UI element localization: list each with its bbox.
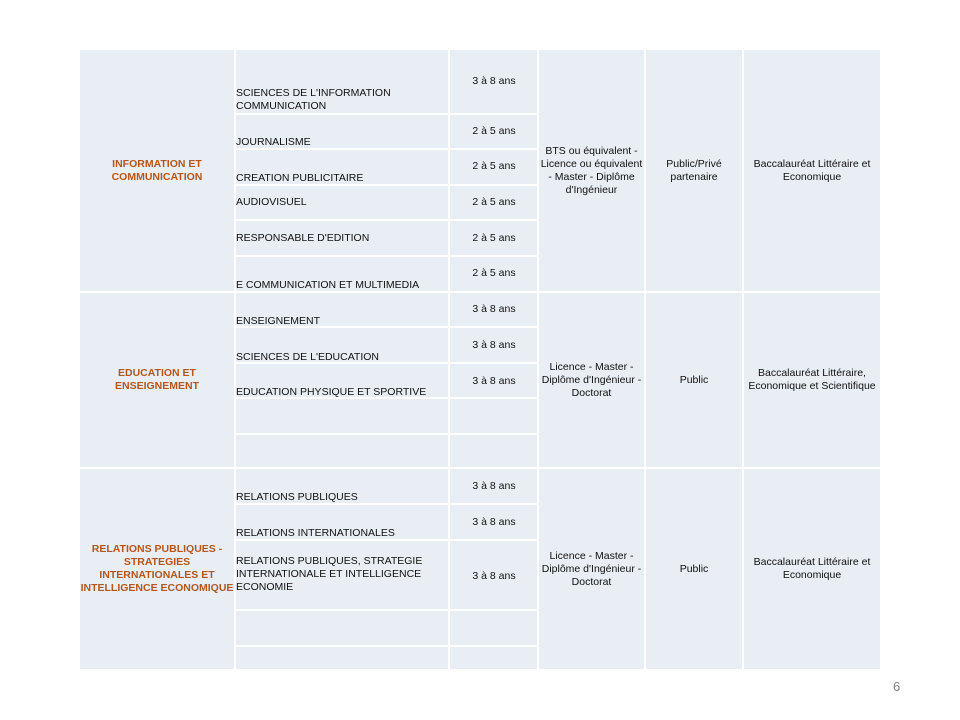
program-duration: 2 à 5 ans <box>472 125 516 137</box>
program-duration: 3 à 8 ans <box>472 480 516 492</box>
bac-cell: Baccalauréat Littéraire, Economique et Scientifique <box>748 367 876 392</box>
sector-cell: Public <box>679 373 709 386</box>
program-name: AUDIOVISUEL <box>236 196 307 208</box>
page-number: 6 <box>893 679 901 694</box>
diploma-cell: BTS ou équivalent - Licence ou équivalent - Master - Diplôme d'Ingénieur <box>540 144 643 196</box>
program-name: RESPONSABLE D'EDITION <box>236 232 370 244</box>
category-label: EDUCATION ET ENSEIGNEMENT <box>114 367 199 392</box>
program-duration: 2 à 5 ans <box>472 160 516 172</box>
program-name: RELATIONS PUBLIQUES <box>236 491 358 503</box>
program-duration: 3 à 8 ans <box>472 75 516 87</box>
bac-cell: Baccalauréat Littéraire et Economique <box>753 556 871 581</box>
sector-cell: Public <box>679 562 709 575</box>
programs-table <box>80 50 880 669</box>
diploma-cell: Licence - Master - Diplôme d'Ingénieur - Doctorat <box>541 549 642 588</box>
row-divider <box>234 433 539 435</box>
program-duration: 3 à 8 ans <box>472 375 516 387</box>
row-divider <box>234 609 539 611</box>
category-label: INFORMATION ET COMMUNICATION <box>111 157 203 183</box>
program-name: CREATION PUBLICITAIRE <box>236 172 364 184</box>
program-name: SCIENCES DE L'EDUCATION <box>236 351 380 363</box>
bac-cell: Baccalauréat Littéraire et Economique <box>753 157 871 183</box>
program-name: RELATIONS PUBLIQUES, STRATEGIE INTERNATIONALE ET INTELLIGENCE ECONOMIE <box>236 555 423 593</box>
program-duration: 3 à 8 ans <box>472 516 516 528</box>
program-duration: 2 à 5 ans <box>472 232 516 244</box>
row-divider <box>234 645 539 647</box>
sector-cell: Public/Privé partenaire <box>666 157 722 183</box>
row-divider <box>234 255 539 257</box>
program-duration: 2 à 5 ans <box>472 267 516 279</box>
program-duration: 3 à 8 ans <box>472 570 516 582</box>
program-name: E COMMUNICATION ET MULTIMEDIA <box>236 279 420 291</box>
program-duration: 3 à 8 ans <box>472 339 516 351</box>
diploma-cell: Licence - Master - Diplôme d'Ingénieur - Doctorat <box>541 360 642 399</box>
row-divider <box>234 219 539 221</box>
program-name: ENSEIGNEMENT <box>236 315 321 327</box>
program-name: JOURNALISME <box>236 136 311 148</box>
program-name: RELATIONS INTERNATIONALES <box>236 527 395 539</box>
program-name: EDUCATION PHYSIQUE ET SPORTIVE <box>236 386 427 398</box>
program-duration: 3 à 8 ans <box>472 303 516 315</box>
program-name: SCIENCES DE L'INFORMATION COMMUNICATION <box>236 87 391 112</box>
program-duration: 2 à 5 ans <box>472 196 516 208</box>
row-divider <box>234 113 539 115</box>
category-label: RELATIONS PUBLIQUES - STRATEGIES INTERNATIONALES ET INTELLIGENCE ECONOMIQUE <box>80 543 234 594</box>
